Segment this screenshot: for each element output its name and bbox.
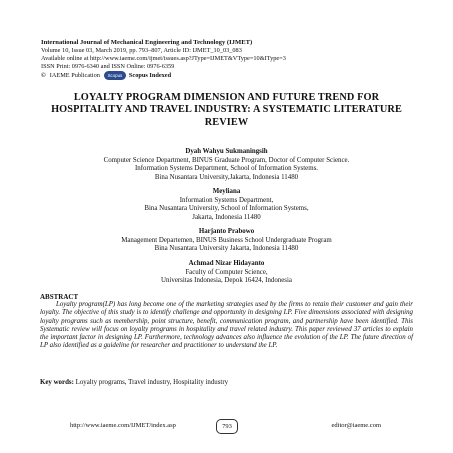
footer-email-link[interactable]: editor@iaeme.com — [331, 422, 381, 429]
scopus-logo-icon: Scopus — [104, 71, 126, 80]
journal-name: International Journal of Mechanical Engineering and Technology (IJMET) — [41, 39, 253, 46]
footer-url-link[interactable]: http://www.iaeme.com/IJMET/index.asp — [70, 422, 176, 429]
author-name: Meyliana — [212, 188, 241, 195]
journal-issn-line: ISSN Print: 0976-6340 and ISSN Online: 0976-6359 — [41, 63, 175, 71]
author-affiliation-line: Bina Nusantara University, School of Information Systems, — [144, 205, 309, 213]
journal-header — [41, 39, 421, 71]
author-affiliation-line: Universitas Indonesia, Depok 16424, Indonesia — [161, 277, 292, 285]
abstract-section — [40, 293, 413, 350]
author-name: Dyah Wahyu Sukmaningsih — [185, 148, 268, 155]
author-name: Harjanto Prabowo — [198, 228, 255, 235]
keywords-text: Loyalty programs, Travel industry, Hospitality industry — [75, 379, 229, 386]
publisher-label: IAEME Publication — [49, 72, 100, 79]
author-affiliation-line: Information Systems Department, — [179, 196, 274, 204]
author-affiliation-line: Faculty of Computer Science, — [185, 268, 268, 276]
scopus-indexed-label: Scopus Indexed — [128, 72, 172, 79]
author-name: Achmad Nizar Hidayanto — [188, 260, 265, 267]
author-block — [40, 188, 413, 222]
author-block — [40, 228, 413, 254]
author-block — [40, 260, 413, 286]
author-affiliation-line: Jakarta, Indonesia 11480 — [192, 213, 261, 221]
abstract-text: Loyalty program(LP) has long become one of the marketing strategies used by the firms to retain their customer and gain their loyalty. The objective of this study is to identify challenge and opportunity in designing LP. Five dimensions associated with designing loyalty programs such as membership, point structure, benefit, communication program, and partnership have been identified. This Systematic review will focus on loyalty programs in hospitality and travel related industry. This paper reviewed 37 articles to explain the important factor in designing LP. Furthermore, technology advances also influence the evolution of the LP. The future direction of LP also identified as a guideline for researcher and practitioner to understand the LP. — [40, 301, 413, 350]
author-block — [40, 148, 413, 182]
author-affiliation-line: Bina Nusantara University Jakarta, Indonesia 11480 — [154, 245, 299, 253]
author-affiliation-line: Information Systems Department, School of Information Systems. — [135, 165, 318, 173]
keywords-label: Key words: — [40, 379, 74, 386]
paper-title: LOYALTY PROGRAM DIMENSION AND FUTURE TREND FOR HOSPITALITY AND TRAVEL INDUSTRY: A SYSTEMATIC LITERATURE REVIEW — [51, 92, 402, 128]
abstract-heading: ABSTRACT — [40, 293, 79, 301]
author-affiliation-line: Management Departemen, BINUS Business School Undergraduate Program — [121, 236, 332, 244]
page-number: 793 — [216, 419, 238, 434]
publisher-badges — [41, 71, 171, 80]
page-footer — [40, 419, 413, 433]
keywords-line — [40, 379, 413, 386]
author-affiliation-line: Bina Nusantara University,Jakarta, Indonesia 11480 — [154, 173, 299, 181]
journal-available-line[interactable]: Available online at http://www.iaeme.com/ijmet/issues.asp?JType=IJMET&VType=10&IType=3 — [41, 55, 286, 63]
journal-volume-line: Volume 10, Issue 03, March 2019, pp. 793–807, Article ID: IJMET_10_03_083 — [41, 47, 242, 55]
author-affiliation-line: Computer Science Department, BINUS Graduate Program, Doctor of Computer Science. — [103, 156, 350, 164]
copyright-icon: © — [41, 72, 46, 79]
